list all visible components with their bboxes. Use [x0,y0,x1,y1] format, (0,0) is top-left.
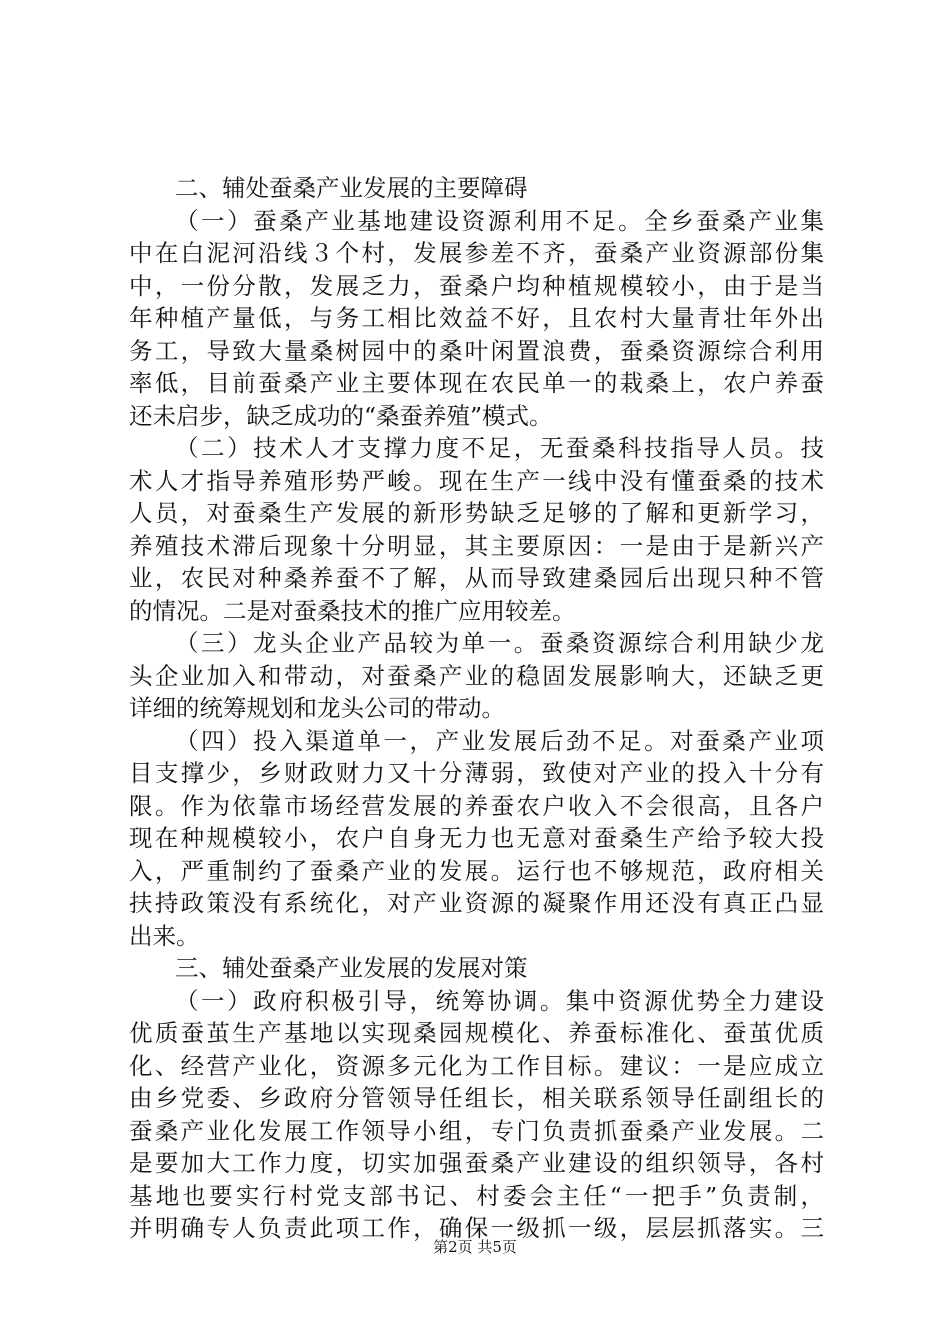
page-number-footer: 第2页 共5页 [433,1238,517,1256]
paragraph-line: 术人才指导养殖形势严峻。现在生产一线中没有懂蚕桑的技术 [129,466,824,495]
paragraph-line: 现在种规模较小，农户自身无力也无意对蚕桑生产给予较大投 [129,824,824,852]
paragraph-line: （三）龙头企业产品较为单一。蚕桑资源综合利用缺少龙 [175,629,824,657]
paragraph-line: 务工，导致大量桑树园中的桑叶闲置浪费，蚕桑资源综合利用 [129,336,824,365]
paragraph-line: 限。作为依靠市场经营发展的养蚕农户收入不会很高，且各户 [129,791,824,820]
paragraph-line: 扶持政策没有系统化，对产业资源的凝聚作用还没有真正凸显 [129,889,824,917]
paragraph-line: 中在白泥河沿线３个村，发展参差不齐，蚕桑产业资源部份集 [129,239,824,267]
paragraph-line: 基地也要实行村党支部书记、村委会主任“一把手”负责制， [129,1181,824,1210]
paragraph-line: 养殖技术滞后现象十分明显，其主要原因：一是由于是新兴产 [129,531,824,560]
paragraph-line: （一）政府积极引导，统筹协调。集中资源优势全力建设 [175,986,824,1015]
paragraph-line: 率低，目前蚕桑产业主要体现在农民单一的栽桑上，农户养蚕 [129,369,824,397]
section-heading-2: 二、辅处蚕桑产业发展的主要障碍 [175,174,528,202]
paragraph-line: 的情况。二是对蚕桑技术的推广应用较差。 [129,596,576,625]
section-heading-3: 三、辅处蚕桑产业发展的发展对策 [175,954,528,982]
paragraph-line: （四）投入渠道单一，产业发展后劲不足。对蚕桑产业项 [175,726,824,755]
paragraph-line: 详细的统筹规划和龙头公司的带动。 [129,694,505,722]
paragraph-line: 目支撑少，乡财政财力又十分薄弱，致使对产业的投入十分有 [129,759,824,787]
paragraph-line: （二）技术人才支撑力度不足，无蚕桑科技指导人员。技 [175,434,824,462]
paragraph-line: 优质蚕茧生产基地以实现桑园规模化、养蚕标准化、蚕茧优质 [129,1019,824,1047]
paragraph-line: 人员，对蚕桑生产发展的新形势缺乏足够的了解和更新学习， [129,499,824,527]
paragraph-line: 还未启步，缺乏成功的“桑蚕养殖”模式。 [129,401,553,430]
paragraph-line: 由乡党委、乡政府分管领导任组长，相关联系领导任副组长的 [129,1084,824,1112]
paragraph-line: （一）蚕桑产业基地建设资源利用不足。全乡蚕桑产业集 [175,206,824,235]
paragraph-line: 头企业加入和带动，对蚕桑产业的稳固发展影响大，还缺乏更 [129,661,824,690]
paragraph-line: 业，农民对种桑养蚕不了解，从而导致建桑园后出现只种不管 [129,564,824,592]
paragraph-line: 是要加大工作力度，切实加强蚕桑产业建设的组织领导，各村 [129,1149,824,1177]
paragraph-line: 年种植产量低，与务工相比效益不好，且农村大量青壮年外出 [129,304,824,332]
paragraph-line: 出来。 [129,921,200,950]
paragraph-line: 并明确专人负责此项工作，确保一级抓一级，层层抓落实。三 [129,1214,824,1242]
paragraph-line: 蚕桑产业化发展工作领导小组，专门负责抓蚕桑产业发展。二 [129,1116,824,1145]
paragraph-line: 入，严重制约了蚕桑产业的发展。运行也不够规范，政府相关 [129,856,824,885]
paragraph-line: 化、经营产业化，资源多元化为工作目标。建议：一是应成立 [129,1051,824,1080]
paragraph-line: 中，一份分散，发展乏力，蚕桑户均种植规模较小，由于是当 [129,271,824,300]
document-body [129,172,824,1245]
